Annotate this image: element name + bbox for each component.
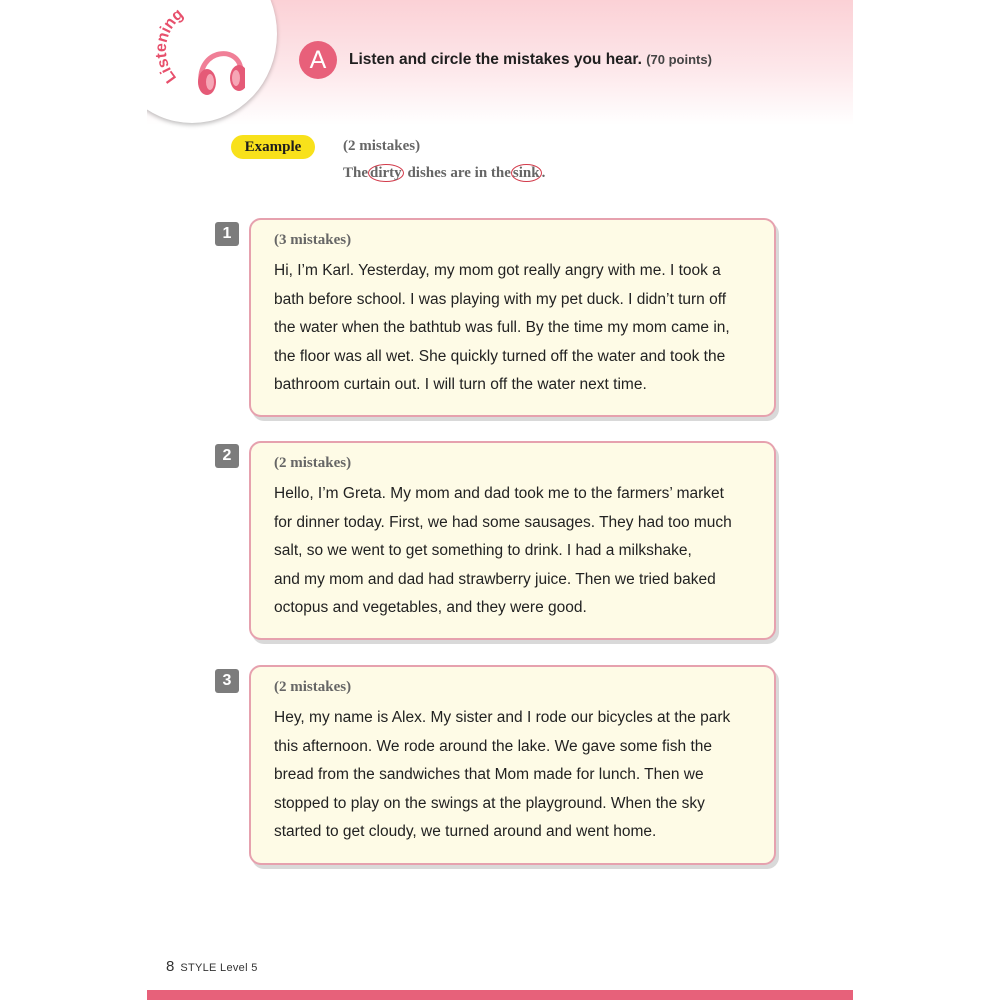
instruction-text: Listen and circle the mistakes you hear. — [349, 51, 642, 68]
passage-line[interactable]: started to get cloudy, we turned around and went home. — [274, 823, 657, 841]
passage-line[interactable]: this afternoon. We rode around the lake. We gave some fish the — [274, 737, 712, 755]
passage-line[interactable]: bread from the sandwiches that Mom made for lunch. Then we — [274, 766, 704, 784]
page-number: 8 — [166, 958, 175, 975]
passage-card — [249, 218, 776, 417]
passage-card — [249, 441, 776, 640]
example-mistake-count: (2 mistakes) — [343, 138, 421, 154]
passage-line[interactable]: salt, so we went to get something to drink. I had a milkshake, — [274, 542, 692, 560]
example-circled-word: sink — [512, 165, 540, 181]
passage-line[interactable]: bath before school. I was playing with my pet duck. I didn’t turn off — [274, 290, 727, 308]
passage-line[interactable]: octopus and vegetables, and they were good. — [274, 599, 587, 617]
bottom-bar — [147, 990, 853, 1000]
passage-line[interactable]: for dinner today. First, we had some sausages. They had too much — [274, 513, 732, 531]
passage-line[interactable]: the water when the bathtub was full. By the time my mom came in, — [274, 319, 730, 337]
example-word: The — [343, 165, 369, 181]
listening-badge — [155, 0, 245, 100]
headphones-icon — [155, 0, 245, 100]
section-instruction — [349, 51, 712, 69]
points-label: (70 points) — [646, 52, 712, 67]
passage-line[interactable]: stopped to play on the swings at the playground. When the sky — [274, 794, 705, 812]
example-word: dishes are in the — [407, 165, 511, 181]
passage-line[interactable]: Hi, I’m Karl. Yesterday, my mom got really angry with me. I took a — [274, 262, 721, 279]
example-sentence — [343, 164, 545, 182]
item-number: 3 — [215, 669, 239, 693]
badge-label-text: Lis ning — [155, 5, 187, 86]
passage-line[interactable]: the floor was all wet. She quickly turned off the water and took the — [274, 347, 726, 365]
item-number: 2 — [215, 444, 239, 468]
workbook-page — [147, 0, 853, 1000]
example-punctuation: . — [541, 165, 546, 181]
mistake-count: (2 mistakes) — [274, 455, 352, 471]
passage-card — [249, 665, 776, 865]
page-footer — [166, 958, 258, 976]
example-circled-word: dirty — [370, 165, 402, 181]
mistake-count: (2 mistakes) — [274, 679, 352, 695]
mistake-count: (3 mistakes) — [274, 232, 352, 248]
passage-line[interactable]: bathroom curtain out. I will turn off the water next time. — [274, 376, 647, 394]
example-label: Example — [231, 135, 315, 159]
passage-line[interactable]: and my mom and dad had strawberry juice. Then we tried baked — [274, 570, 716, 588]
passage-line[interactable]: Hey, my name is Alex. My sister and I rode our bicycles at the park — [274, 709, 731, 726]
item-number: 1 — [215, 222, 239, 246]
section-letter: A — [299, 41, 337, 79]
passage-line[interactable]: Hello, I’m Greta. My mom and dad took me to the farmers’ market — [274, 485, 724, 502]
level-label: STYLE Level 5 — [180, 962, 258, 974]
badge-label — [155, 6, 187, 86]
